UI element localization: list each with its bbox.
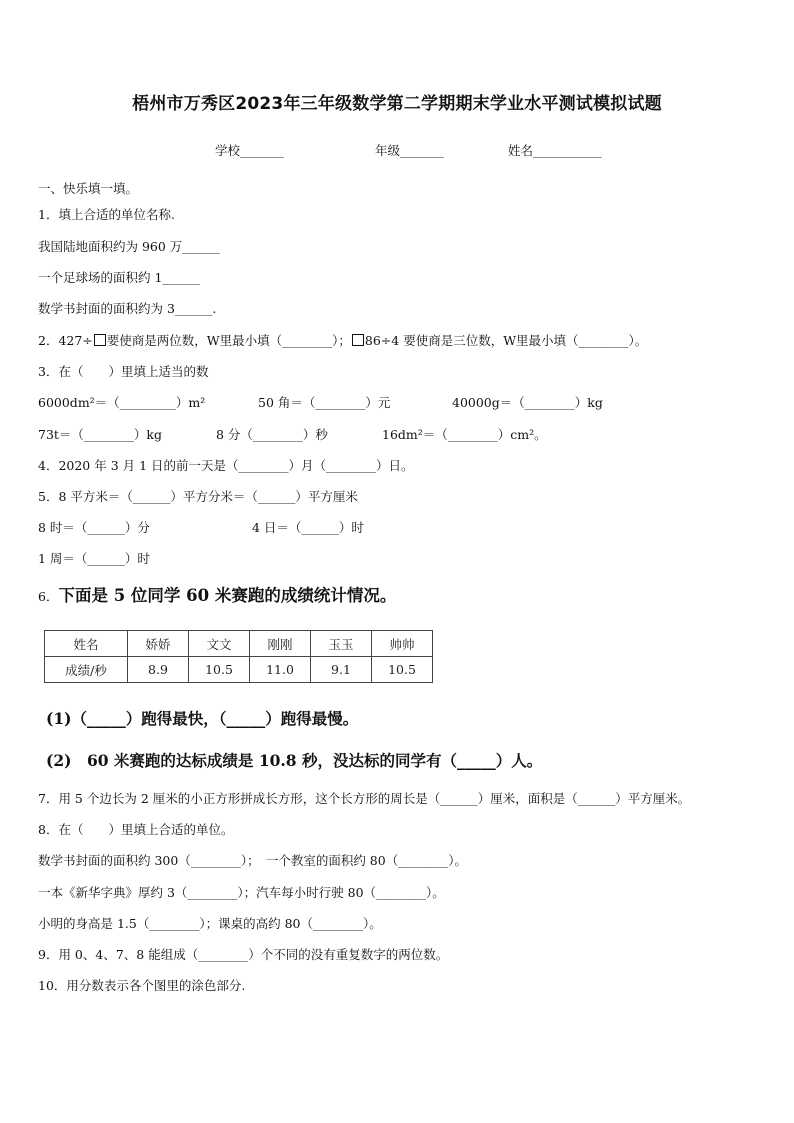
table-cell: 娇娇: [128, 631, 189, 657]
score-table: [44, 630, 433, 683]
table-cell: 9.1: [311, 657, 372, 683]
table-cell: 刚刚: [250, 631, 311, 657]
q6-sub1: (1)（_____）跑得最快，（_____）跑得最慢。: [46, 709, 359, 728]
grade-field: 年级_______: [375, 143, 444, 158]
q3-row2-c: 16dm²＝（________）cm²。: [382, 427, 547, 442]
q5-line-a: 5．8 平方米＝（______）平方分米＝（______）平方厘米: [38, 489, 358, 504]
q1-item-b: 一个足球场的面积约 1______: [38, 270, 200, 285]
table-cell: 帅帅: [372, 631, 433, 657]
q2-part3: 86÷4 要使商是三位数，W里最小填（________）。: [364, 333, 648, 348]
square-box-icon: [352, 334, 364, 346]
square-box-icon: [94, 334, 106, 346]
q10-line: 10．用分数表示各个图里的涂色部分.: [38, 978, 246, 993]
table-cell: 成绩/秒: [45, 657, 128, 683]
q2-line: [38, 333, 647, 349]
q2-part2: 要使商是两位数，W里最小填（________）；: [106, 333, 351, 348]
page-title: 梧州市万秀区2023年三年级数学第二学期期末学业水平测试模拟试题: [132, 94, 662, 114]
q5-line-d: 1 周＝（______）时: [38, 551, 150, 566]
q1-item-a: 我国陆地面积约为 960 万______: [38, 239, 220, 254]
q3-row1-c: 40000g＝（________）kg: [452, 395, 603, 410]
q3-heading: 3．在（ ）里填上适当的数: [38, 364, 209, 379]
table-cell: 11.0: [250, 657, 311, 683]
table-cell: 8.9: [128, 657, 189, 683]
q5-line-c: 4 日＝（______）时: [252, 520, 364, 535]
q1-heading: 1．填上合适的单位名称.: [38, 207, 175, 222]
q8-line-c: 小明的身高是 1.5（________）；课桌的高约 80（________）。: [38, 916, 382, 931]
q3-row1-b: 50 角＝（________）元: [258, 395, 391, 410]
q6-sub2: (2) 60 米赛跑的达标成绩是 10.8 秒，没达标的同学有（_____）人。: [46, 751, 543, 770]
q4-line: 4．2020 年 3 月 1 日的前一天是（________）月（________）日。: [38, 458, 414, 473]
q3-row1-a: 6000dm²＝（_________）m²: [38, 395, 206, 410]
table-cell: 文文: [189, 631, 250, 657]
table-header-row: [45, 631, 433, 657]
q8-heading: 8．在（ ）里填上合适的单位。: [38, 822, 234, 837]
table-row: [45, 657, 433, 683]
q6-text: 下面是 5 位同学 60 米赛跑的成绩统计情况。: [58, 586, 397, 605]
q8-line-a: 数学书封面的面积约 300（________）； 一个教室的面积约 80（________）。: [38, 853, 467, 868]
table-cell: 玉玉: [311, 631, 372, 657]
table-cell: 10.5: [372, 657, 433, 683]
section-heading: 一、快乐填一填。: [38, 181, 139, 196]
q6-number: 6．: [38, 589, 59, 604]
q3-row2-b: 8 分（________）秒: [216, 427, 328, 442]
q2-part1: 2．427÷: [38, 333, 93, 348]
q3-row2-a: 73t＝（________）kg: [38, 427, 163, 442]
q1-item-c: 数学书封面的面积约为 3______.: [38, 301, 217, 316]
q7-line: 7．用 5 个边长为 2 厘米的小正方形拼成长方形，这个长方形的周长是（______）厘米，面积是（______）平方厘米。: [38, 791, 691, 806]
school-field: 学校_______: [215, 143, 284, 158]
q5-line-b: 8 时＝（______）分: [38, 520, 150, 535]
name-field: 姓名___________: [508, 143, 602, 158]
table-cell: 10.5: [189, 657, 250, 683]
q8-line-b: 一本《新华字典》厚约 3（________）；汽车每小时行驶 80（________）。: [38, 885, 445, 900]
table-cell: 姓名: [45, 631, 128, 657]
q9-line: 9．用 0、4、7、8 能组成（________）个不同的没有重复数字的两位数。: [38, 947, 449, 962]
q6-heading: [38, 588, 396, 605]
